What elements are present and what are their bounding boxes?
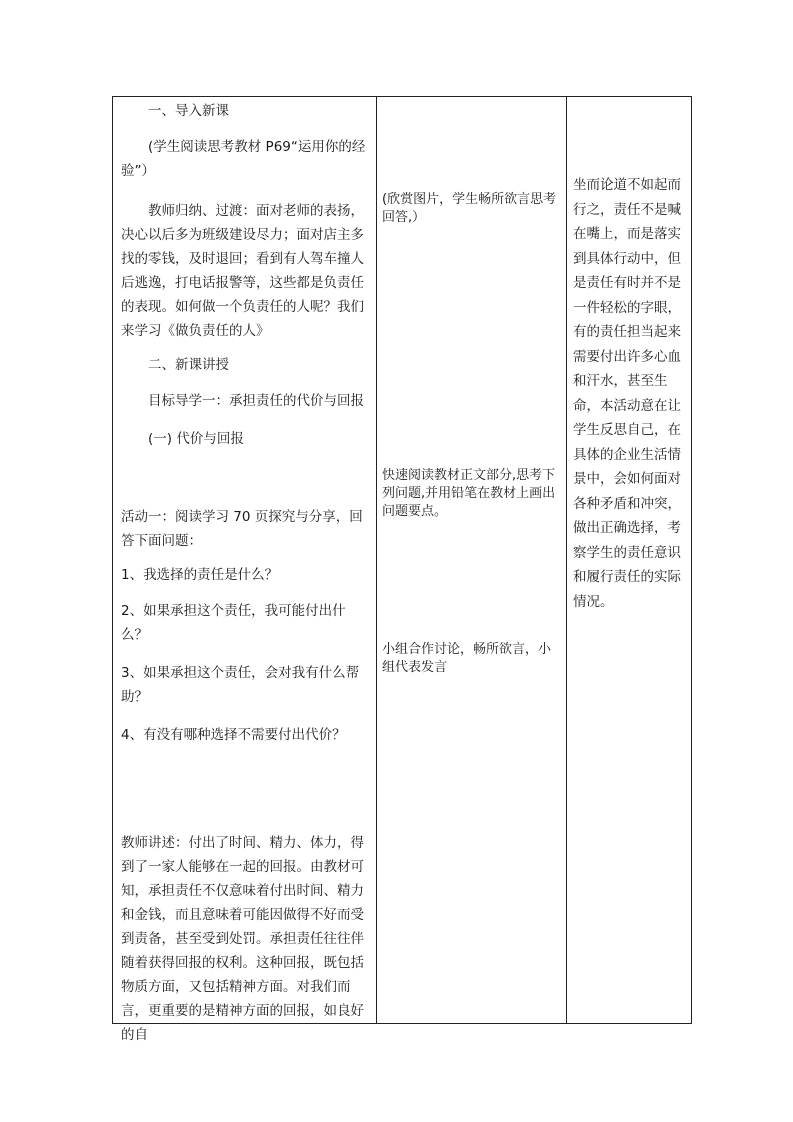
question-3: 3、如果承担这个责任，会对我有什么帮助？ xyxy=(121,665,360,705)
sub-heading: (一) 代价与回报 xyxy=(148,431,244,447)
student-activity-3: 小组合作讨论，畅所欲言，小组代表发言 xyxy=(382,642,552,675)
reading-instruction: (学生阅读思考教材 P69“运用你的经验”） xyxy=(121,139,366,179)
activity-instruction: 活动一：阅读学习 70 页探究与分享，回答下面问题： xyxy=(121,509,363,549)
question-4: 4、有没有哪种选择不需要付出代价？ xyxy=(121,727,346,743)
question-1: 1、我选择的责任是什么？ xyxy=(121,567,279,583)
section-title-new-lesson: 二、新课讲授 xyxy=(148,357,229,373)
design-intent-column xyxy=(566,97,691,1023)
student-activity-1: (欣赏图片，学生畅所欲言思考回答,） xyxy=(382,192,557,225)
goal-heading: 目标导学一：承担责任的代价与回报 xyxy=(148,393,364,409)
design-intent-note: 坐而论道不如起而行之，责任不是喊在嘴上，而是落实到具体行动中，但是责任有时并不是一件轻松的字眼，有的责任担当起来需要付出许多心血和汗水，甚至生命，本活动意在让学生反思自己，在具体的企业生活情景中，会如何面对各种矛盾和冲突，做出正确选择，考察学生的责任意识和履行责任的实际情况。 xyxy=(573,177,681,610)
teacher-summary: 教师归纳、过渡：面对老师的表扬，决心以后多为班级建设尽力；面对店主多找的零钱，及时退回；看到有人驾车撞人后逃逸，打电话报警等，这些都是负责任的表现。如何做一个负责任的人呢？我们来学习《做负责任的人》 xyxy=(121,203,364,339)
section-title-intro: 一、导入新课 xyxy=(148,103,229,119)
student-activity-2: 快速阅读教材正文部分,思考下列问题,并用铅笔在教材上画出问题要点。 xyxy=(382,468,556,519)
question-2: 2、如果承担这个责任，我可能付出什么？ xyxy=(121,603,346,643)
teacher-activity-column xyxy=(113,97,376,1043)
teacher-narration: 教师讲述：付出了时间、精力、体力，得到了一家人能够在一起的回报。由教材可知，承担责任不仅意味着付出时间、精力和金钱，而且意味着可能因做得不好而受到责备，甚至受到处罚。承担责任往往伴随着获得回报的权利。这种回报，既包括物质方面，又包括精神方面。对我们而言，更重要的是精神方面的回报，如良好的自 xyxy=(121,835,364,1043)
student-activity-column xyxy=(376,97,566,1023)
lesson-plan-table xyxy=(112,96,692,1043)
